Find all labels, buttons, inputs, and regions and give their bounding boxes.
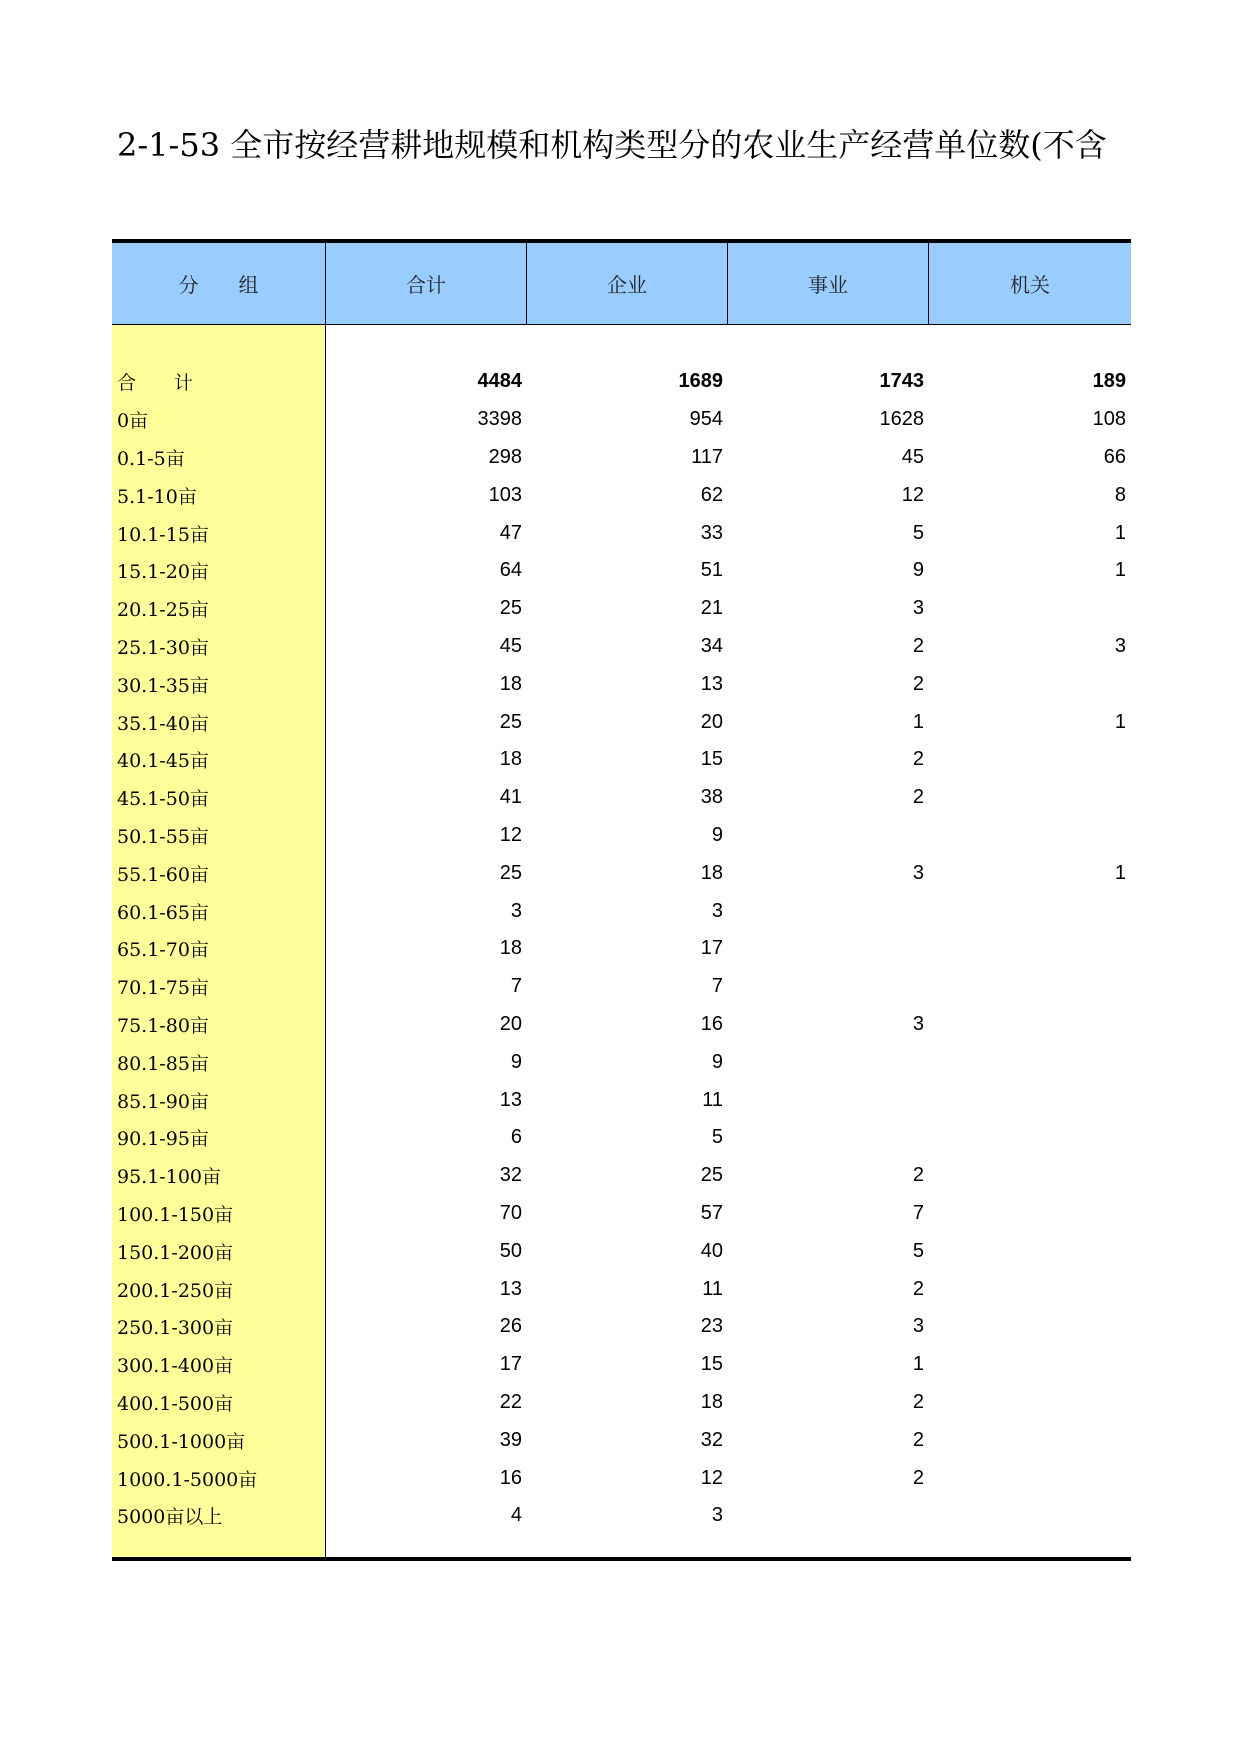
- cell-total: 25: [499, 597, 522, 620]
- table-header: [112, 243, 1131, 325]
- row-label: 45.1-50亩: [117, 788, 209, 811]
- header-institution: 事业: [728, 243, 929, 324]
- cell-total: 20: [499, 1012, 522, 1035]
- cell-institution: 1: [912, 710, 924, 733]
- cell-enterprise: 20: [700, 710, 723, 733]
- cell-enterprise: 9: [711, 823, 723, 846]
- table-row: [326, 703, 1131, 741]
- cell-institution: 3: [912, 597, 924, 620]
- table-row: [326, 1270, 1131, 1308]
- cell-enterprise: 33: [700, 521, 723, 544]
- cell-government: 1: [1114, 559, 1126, 582]
- value-columns: [326, 325, 1131, 1557]
- cell-institution: 2: [912, 1428, 924, 1451]
- cell-total: 4: [510, 1504, 522, 1527]
- cell-total: 6: [510, 1126, 522, 1149]
- table-row: [326, 779, 1131, 817]
- cell-total: 9: [510, 1050, 522, 1073]
- cell-government: 66: [1103, 445, 1126, 468]
- header-government: 机关: [1010, 273, 1050, 297]
- cell-enterprise: 15: [700, 1353, 723, 1376]
- cell-institution: 2: [912, 1466, 924, 1489]
- row-label: 40.1-45亩: [117, 750, 209, 773]
- cell-total: 50: [499, 1239, 522, 1262]
- cell-enterprise: 11: [702, 1088, 723, 1111]
- row-label: 50.1-55亩: [117, 825, 209, 848]
- cell-enterprise: 11: [702, 1277, 723, 1300]
- cell-government: 189: [1092, 370, 1126, 393]
- table-row: [326, 817, 1131, 855]
- cell-institution: 3: [912, 861, 924, 884]
- cell-institution: 2: [912, 634, 924, 657]
- row-label: 0.1-5亩: [117, 447, 185, 470]
- row-label: 90.1-95亩: [117, 1128, 209, 1151]
- cell-enterprise: 62: [700, 483, 723, 506]
- cell-total: 13: [499, 1277, 522, 1300]
- table-row: [326, 1043, 1131, 1081]
- page-title: 2-1-53 全市按经营耕地规模和机构类型分的农业生产经营单位数(不含: [117, 126, 1107, 164]
- cell-institution: 1743: [879, 370, 924, 393]
- cell-total: 16: [499, 1466, 522, 1489]
- cell-institution: 2: [912, 1277, 924, 1300]
- row-label: 70.1-75亩: [117, 977, 209, 1000]
- table-row: [326, 552, 1131, 590]
- cell-total: 64: [499, 559, 522, 582]
- cell-total: 32: [499, 1164, 522, 1187]
- cell-total: 47: [499, 521, 522, 544]
- cell-total: 12: [499, 823, 522, 846]
- cell-enterprise: 17: [700, 937, 723, 960]
- cell-enterprise: 51: [700, 559, 723, 582]
- row-label: 0亩: [117, 410, 149, 433]
- table-row: [326, 854, 1131, 892]
- cell-enterprise: 40: [700, 1239, 723, 1262]
- cell-institution: 2: [912, 1390, 924, 1413]
- cell-enterprise: 1689: [678, 370, 723, 393]
- row-label: 75.1-80亩: [117, 1014, 209, 1037]
- cell-institution: 2: [912, 1164, 924, 1187]
- table-row: [326, 363, 1131, 401]
- cell-enterprise: 15: [700, 748, 723, 771]
- cell-total: 22: [499, 1390, 522, 1413]
- cell-total: 17: [499, 1353, 522, 1376]
- cell-total: 298: [488, 445, 522, 468]
- table-row: [326, 590, 1131, 628]
- row-label: 25.1-30亩: [117, 636, 209, 659]
- row-label: 10.1-15亩: [117, 523, 209, 546]
- cell-institution: 5: [912, 1239, 924, 1262]
- table-row: [326, 1346, 1131, 1384]
- row-label: 合 计: [117, 372, 194, 395]
- cell-total: 3: [510, 899, 522, 922]
- cell-enterprise: 32: [700, 1428, 723, 1451]
- row-label: 15.1-20亩: [117, 561, 209, 584]
- cell-institution: 2: [912, 748, 924, 771]
- header-group: 分 组: [112, 243, 326, 324]
- cell-institution: 9: [912, 559, 924, 582]
- row-label: 5.1-10亩: [117, 485, 197, 508]
- row-label: 500.1-1000亩: [117, 1430, 246, 1453]
- header-enterprise: 企业: [527, 243, 728, 324]
- cell-enterprise: 18: [700, 1390, 723, 1413]
- group-label-column: [112, 325, 326, 1557]
- cell-enterprise: 13: [700, 672, 723, 695]
- table-row: [326, 1421, 1131, 1459]
- cell-institution: 1628: [879, 408, 924, 431]
- table-row: [326, 628, 1131, 666]
- cell-institution: 1: [912, 1353, 924, 1376]
- cell-institution: 3: [912, 1315, 924, 1338]
- table-row: [326, 741, 1131, 779]
- cell-total: 39: [499, 1428, 522, 1451]
- table-row: [326, 401, 1131, 439]
- row-label: 150.1-200亩: [117, 1241, 234, 1264]
- table-row: [326, 1081, 1131, 1119]
- table-row: [326, 1384, 1131, 1422]
- cell-total: 3398: [477, 408, 522, 431]
- row-label: 60.1-65亩: [117, 901, 209, 924]
- row-label: 35.1-40亩: [117, 712, 209, 735]
- cell-total: 25: [499, 710, 522, 733]
- cell-total: 13: [499, 1088, 522, 1111]
- cell-total: 70: [499, 1201, 522, 1224]
- cell-government: 8: [1114, 483, 1126, 506]
- cell-government: 1: [1114, 861, 1126, 884]
- row-label: 95.1-100亩: [117, 1166, 221, 1189]
- cell-institution: 45: [901, 445, 924, 468]
- row-label: 5000亩以上: [117, 1506, 223, 1529]
- table-row: [326, 1006, 1131, 1044]
- cell-enterprise: 57: [700, 1201, 723, 1224]
- cell-enterprise: 34: [700, 634, 723, 657]
- table-row: [326, 665, 1131, 703]
- table-row: [326, 968, 1131, 1006]
- cell-enterprise: 25: [700, 1164, 723, 1187]
- table-row: [326, 1308, 1131, 1346]
- cell-institution: 2: [912, 672, 924, 695]
- cell-enterprise: 12: [700, 1466, 723, 1489]
- cell-enterprise: 23: [700, 1315, 723, 1338]
- cell-total: 41: [499, 786, 522, 809]
- cell-enterprise: 3: [711, 1504, 723, 1527]
- cell-institution: 5: [912, 521, 924, 544]
- table-row: [326, 1232, 1131, 1270]
- row-label: 20.1-25亩: [117, 599, 209, 622]
- cell-government: 1: [1114, 521, 1126, 544]
- row-label: 55.1-60亩: [117, 863, 209, 886]
- cell-institution: 7: [912, 1201, 924, 1224]
- cell-total: 18: [499, 748, 522, 771]
- cell-total: 103: [488, 483, 522, 506]
- cell-enterprise: 16: [700, 1012, 723, 1035]
- table-row: [326, 1195, 1131, 1233]
- header-total: 合计: [326, 243, 527, 324]
- row-label: 80.1-85亩: [117, 1052, 209, 1075]
- cell-institution: 2: [912, 786, 924, 809]
- cell-total: 45: [499, 634, 522, 657]
- cell-enterprise: 38: [700, 786, 723, 809]
- table-row: [326, 1459, 1131, 1497]
- table-row: [326, 439, 1131, 477]
- row-label: 250.1-300亩: [117, 1317, 234, 1340]
- cell-enterprise: 3: [711, 899, 723, 922]
- cell-total: 18: [499, 937, 522, 960]
- row-label: 400.1-500亩: [117, 1392, 234, 1415]
- table-row: [326, 930, 1131, 968]
- cell-enterprise: 954: [689, 408, 723, 431]
- row-label: 30.1-35亩: [117, 674, 209, 697]
- cell-enterprise: 21: [700, 597, 723, 620]
- table-row: [326, 892, 1131, 930]
- cell-government: 1: [1114, 710, 1126, 733]
- row-label: 65.1-70亩: [117, 939, 209, 962]
- statistics-table: [112, 239, 1131, 1561]
- cell-total: 18: [499, 672, 522, 695]
- table-bottom-rule: [112, 1557, 1131, 1561]
- cell-enterprise: 18: [700, 861, 723, 884]
- table-row: [326, 1497, 1131, 1535]
- cell-total: 4484: [477, 370, 522, 393]
- cell-institution: 12: [901, 483, 924, 506]
- row-label: 1000.1-5000亩: [117, 1468, 258, 1491]
- cell-total: 25: [499, 861, 522, 884]
- row-label: 100.1-150亩: [117, 1203, 234, 1226]
- table-row: [326, 514, 1131, 552]
- cell-total: 26: [499, 1315, 522, 1338]
- cell-enterprise: 117: [691, 445, 723, 468]
- cell-government: 3: [1114, 634, 1126, 657]
- cell-government: 108: [1092, 408, 1126, 431]
- cell-total: 7: [510, 975, 522, 998]
- row-label: 200.1-250亩: [117, 1279, 234, 1302]
- table-row: [326, 1157, 1131, 1195]
- table-row: [326, 1119, 1131, 1157]
- table-row: [326, 476, 1131, 514]
- cell-enterprise: 9: [711, 1050, 723, 1073]
- row-label: 85.1-90亩: [117, 1090, 209, 1113]
- cell-institution: 3: [912, 1012, 924, 1035]
- cell-enterprise: 7: [711, 975, 723, 998]
- cell-enterprise: 5: [711, 1126, 723, 1149]
- row-label: 300.1-400亩: [117, 1355, 234, 1378]
- table-body: [112, 325, 1131, 1557]
